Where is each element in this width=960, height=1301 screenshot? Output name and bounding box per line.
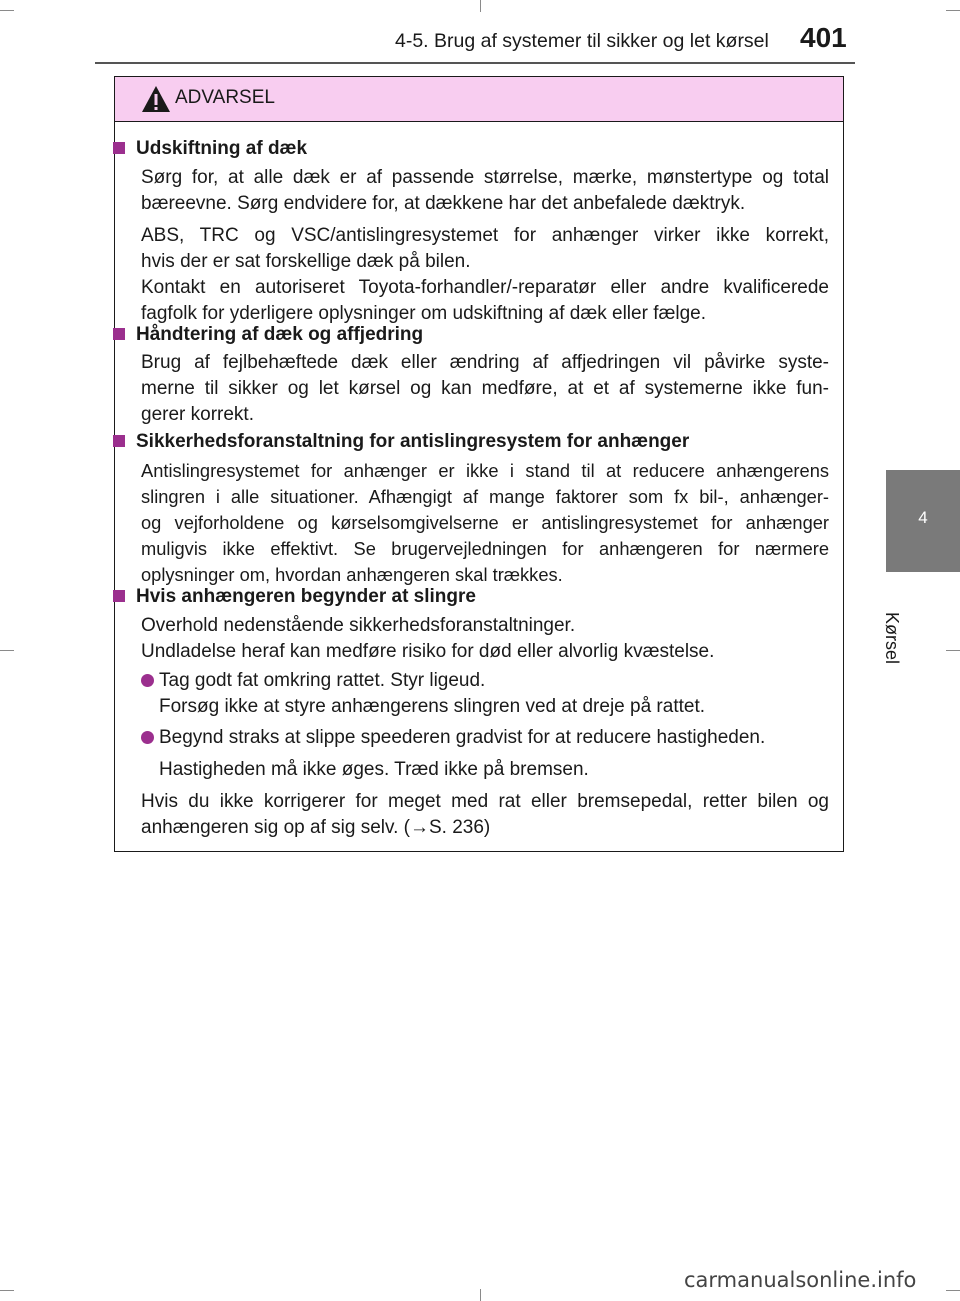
round-bullet-icon xyxy=(141,731,154,744)
paragraph: Hvis du ikke korrigerer for meget med rat eller bremsepedal, retter bilen og anhængeren sig op af sig selv. (→S. 236) xyxy=(141,791,829,838)
crop-mark xyxy=(0,10,14,11)
round-bullet-icon xyxy=(141,674,154,687)
paragraph: Brug af fejlbehæftede dæk eller ændring af affjedringen vil påvirke syste- merne til sikker og let kørsel og kan medføre, at et af systemerne ikke fun- gerer korrekt. xyxy=(141,352,829,425)
watermark: carmanualsonline.info xyxy=(684,1268,917,1292)
crop-mark xyxy=(0,650,14,651)
crop-mark xyxy=(480,1289,481,1301)
square-bullet-icon xyxy=(113,435,125,447)
crop-mark xyxy=(946,10,960,11)
warning-title: ADVARSEL xyxy=(175,87,275,108)
header-title: 4-5. Brug af systemer til sikker og let kørsel xyxy=(395,30,769,52)
paragraph: ABS, TRC og VSC/antislingresystemet for anhænger virker ikke korrekt, hvis der er sat forskellige dæk på bilen. Kontakt en autoriseret Toyota-forhandler/-reparatør eller andre kvalificerede fagfolk for yderligere oplysninger om udskiftning af dæk eller fælge. xyxy=(141,225,829,324)
chapter-label: Kørsel xyxy=(882,612,902,665)
crop-mark xyxy=(946,1290,960,1291)
paragraph: Sørg for, at alle dæk er af passende størrelse, mærke, mønstertype og total bæreevne. Sørg endvidere for, at dækkene har det anbefalede dæktryk. xyxy=(141,167,829,214)
warning-header xyxy=(115,77,843,122)
paragraph: Antislingresystemet for anhænger er ikke i stand til at reducere anhængerens slingren i alle situationer. Afhængigt af mange faktorer som fx bil-, anhænger- og vejforholdene og kørselsomgivelserne er antislingresystemet for anhænger muligvis ikke effektivt. Se brugervejledningen for anhængeren for nærmere oplysninger om, hvordan anhængeren skal trækkes. xyxy=(141,460,829,585)
warning-box: ADVARSEL Udskiftning af dæk Sørg for, at alle dæk er af passende størrelse, mærke, mønstertype og total bæreevne. Sørg endvidere for, at dækkene har det anbefalede dæktryk. ABS, TRC og VSC/antislingresystemet for anhænger virker ikke korrekt, hvis der er sat forskellige dæk på bilen. Kontakt en autoriseret Toyota-forhandler/-reparatør eller andre kvalificerede fagfolk for yderligere oplysninger om udskiftning af dæk eller fælge. Håndtering af dæk og affjedring Brug af fejlbehæftede dæk eller ændring af affjedringen vil påvirke syste- merne til sikker og let kørsel og kan medføre, at et af systemerne ikke fun- gerer korrekt. Sikkerhedsforanstaltning for antislingresystem for anhænger Antislingresystemet for anhænger er ikke i stand til at reducere anhængerens slingren i alle situationer. Afhængigt af mange faktorer som fx bil-, anhænger- og vejforholdene og kørselsomgivelserne er antislingresystemet for anhænger muligvis ikke effektivt. Se brugervejledningen for anhængeren for nærmere oplysninger om, hvordan anhængeren skal trækkes. Hvis anhængeren begynder at slingre Overhold nedenstående sikkerhedsforanstaltninger. Undladelse heraf kan medføre risiko for død eller alvorlig kvæstelse. Tag godt fat omkring rattet. Styr ligeud. Forsøg ikke at styre anhængerens slingren ved at dreje på rattet. Begynd straks at slippe speederen gradvist for at reducere hastigheden. Hastigheden må ikke øges. Træd ikke på bremsen. Hvis du ikke korrigerer for meget med rat eller bremsepedal, retter bilen og anhængeren sig op af sig selv. (→S. 236) xyxy=(114,76,844,852)
square-bullet-icon xyxy=(113,590,125,602)
header-rule xyxy=(95,62,855,64)
chapter-tab xyxy=(886,470,960,572)
crop-mark xyxy=(946,650,960,651)
warning-triangle-icon xyxy=(141,85,171,113)
paragraph: Overhold nedenstående sikkerhedsforanstaltninger. Undladelse heraf kan medføre risiko for død eller alvorlig kvæstelse. xyxy=(141,615,715,662)
chapter-number: 4 xyxy=(918,508,928,527)
crop-mark xyxy=(0,1290,14,1291)
square-bullet-icon xyxy=(113,142,125,154)
page-number: 401 xyxy=(800,22,847,53)
crop-mark xyxy=(480,0,481,12)
square-bullet-icon xyxy=(113,328,125,340)
